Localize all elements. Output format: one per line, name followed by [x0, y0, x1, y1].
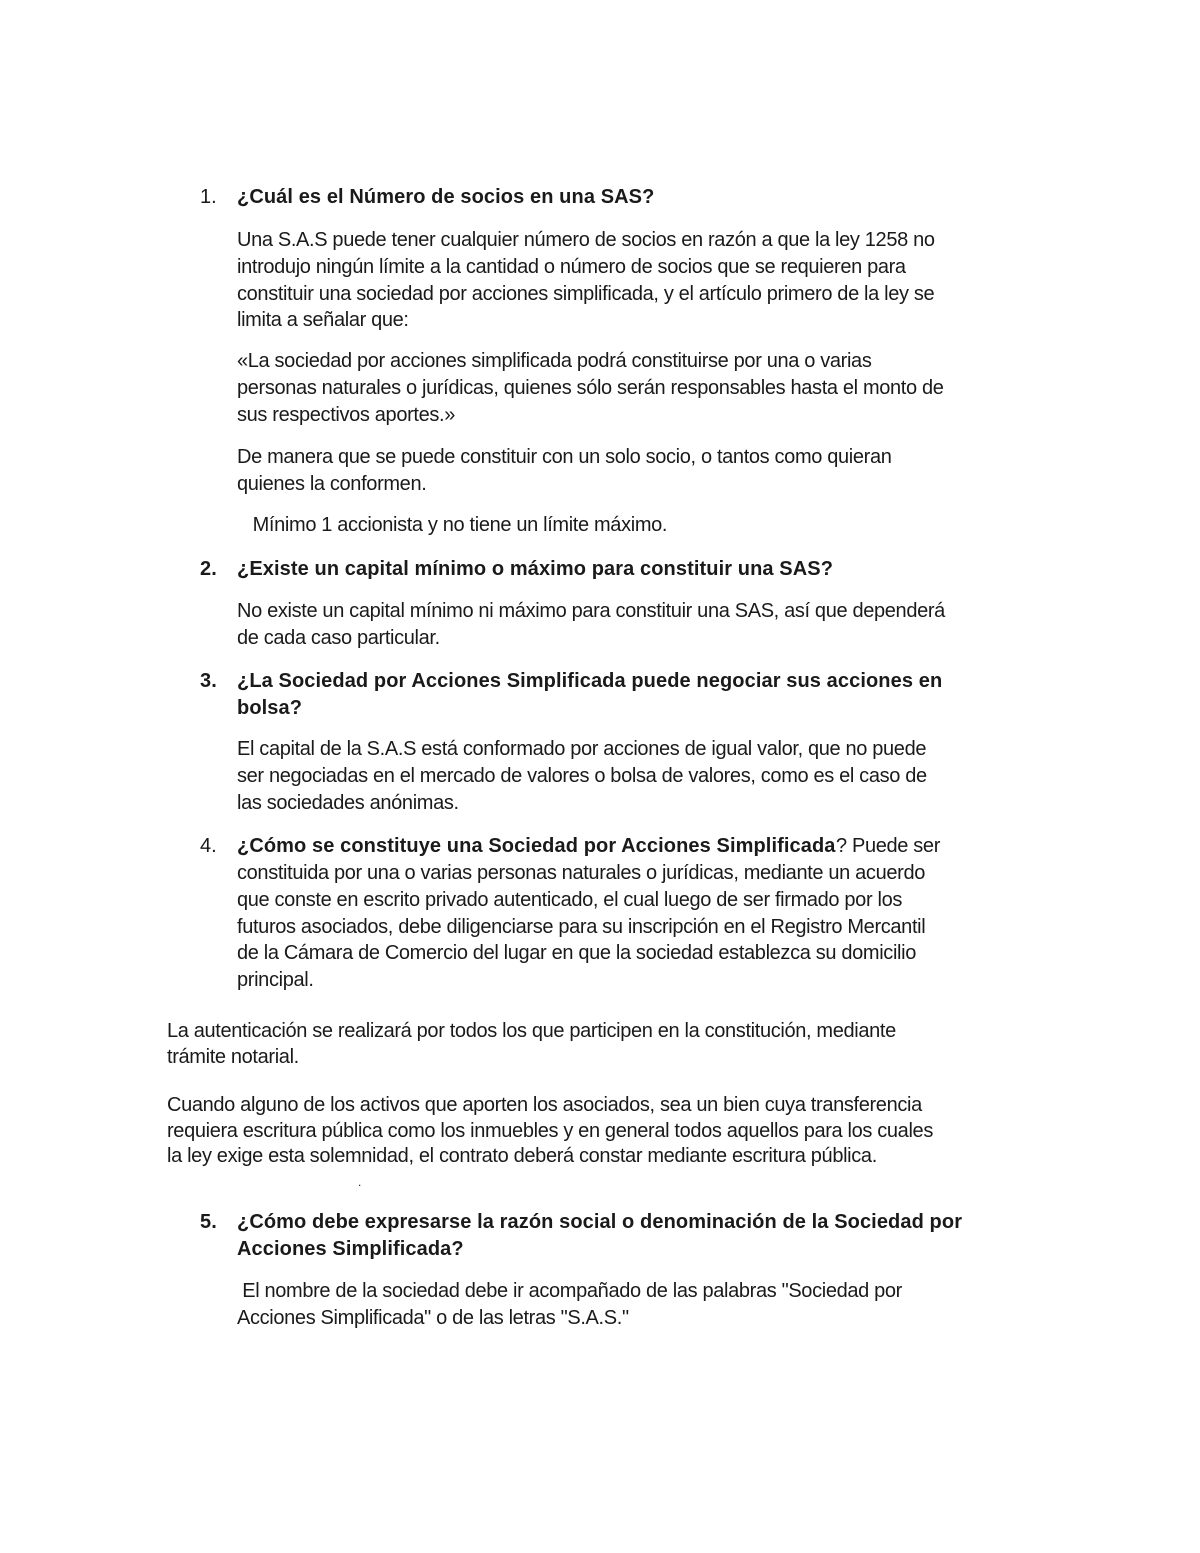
answer-text: de la Cámara de Comercio del lugar en que la sociedad establezca su domicilio: [237, 942, 916, 965]
body-paragraph-line: Cuando alguno de los activos que aporten los asociados, sea un bien cuya transferencia: [167, 1094, 922, 1116]
answer-text: «La sociedad por acciones simplificada podrá constituirse por una o varias: [237, 350, 872, 372]
item-number: 2.: [200, 558, 217, 580]
question-heading: bolsa?: [237, 696, 303, 719]
answer-text: El capital de la S.A.S está conformado por acciones de igual valor, que no puede: [237, 738, 927, 760]
answer-text: Acciones Simplificada" o de las letras "S.A.S.": [237, 1306, 629, 1329]
body-paragraph-line: La autenticación se realizará por todos los que participen en la constitución, mediante: [167, 1020, 896, 1042]
answer-text: constituir una sociedad por acciones simplificada, y el artículo primero de la ley se: [237, 282, 935, 305]
answer-text: sus respectivos aportes.»: [237, 403, 456, 426]
question-heading: ¿Cuál es el Número de socios en una SAS?: [237, 186, 655, 208]
question-tail: ? Puede ser: [836, 835, 941, 857]
answer-text: futuros asociados, debe diligenciarse para su inscripción en el Registro Mercantil: [237, 915, 926, 938]
answer-text: que conste en escrito privado autenticado, el cual luego de ser firmado por los: [237, 888, 902, 911]
question-heading: ¿La Sociedad por Acciones Simplificada puede negociar sus acciones en: [237, 670, 943, 692]
body-paragraph-line: requiera escritura pública como los inmuebles y en general todos aquellos para los cuales: [167, 1119, 933, 1142]
answer-text: ser negociadas en el mercado de valores o bolsa de valores, como es el caso de: [237, 764, 927, 787]
answer-text: las sociedades anónimas.: [237, 791, 459, 814]
item-number: 4.: [200, 835, 217, 857]
answer-text: Mínimo 1 accionista y no tiene un límite máximo.: [237, 514, 668, 536]
answer-text: De manera que se puede constituir con un solo socio, o tantos como quieran: [237, 446, 892, 468]
body-paragraph-line: trámite notarial.: [167, 1045, 299, 1068]
answer-text: principal.: [237, 969, 314, 992]
answer-text: Una S.A.S puede tener cualquier número de socios en razón a que la ley 1258 no: [237, 229, 935, 251]
answer-text: quienes la conformen.: [237, 472, 427, 495]
item-number: 1.: [200, 186, 217, 208]
stray-dot: .: [358, 1175, 361, 1189]
item-number: 3.: [200, 670, 217, 692]
answer-text: El nombre de la sociedad debe ir acompañado de las palabras "Sociedad por: [237, 1280, 902, 1302]
item-number: 5.: [200, 1211, 217, 1233]
body-paragraph-line: la ley exige esta solemnidad, el contrato deberá constar mediante escritura pública.: [167, 1145, 877, 1167]
answer-text: limita a señalar que:: [237, 309, 409, 332]
answer-text: No existe un capital mínimo ni máximo para constituir una SAS, así que dependerá: [237, 600, 945, 622]
question-heading: Acciones Simplificada?: [237, 1237, 464, 1260]
answer-text: introdujo ningún límite a la cantidad o número de socios que se requieren para: [237, 255, 906, 278]
question-heading: ¿Cómo debe expresarse la razón social o denominación de la Sociedad por: [237, 1211, 963, 1233]
question-heading: ¿Existe un capital mínimo o máximo para constituir una SAS?: [237, 558, 834, 580]
answer-text: personas naturales o jurídicas, quienes sólo serán responsables hasta el monto de: [237, 376, 944, 399]
answer-text: constituida por una o varias personas naturales o jurídicas, mediante un acuerdo: [237, 862, 925, 884]
answer-text: de cada caso particular.: [237, 626, 440, 649]
question-heading: ¿Cómo se constituye una Sociedad por Acciones Simplificada: [237, 835, 836, 857]
